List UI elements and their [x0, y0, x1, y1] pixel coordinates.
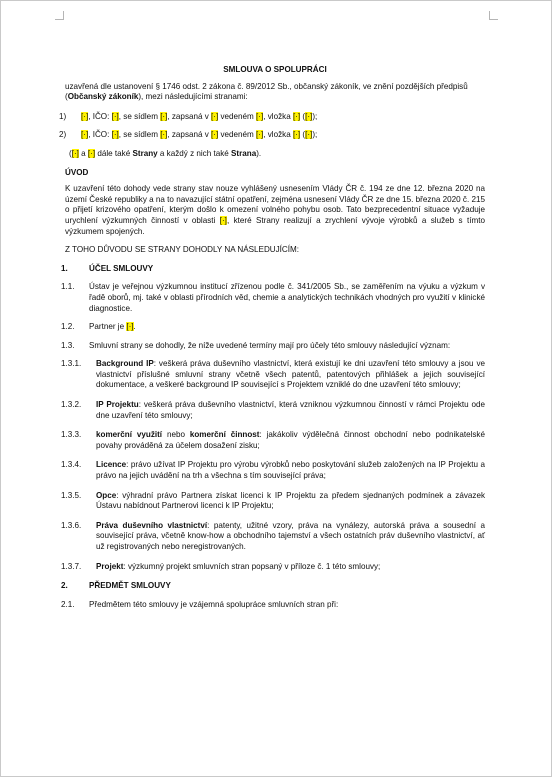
- page-corner-mark-left: [55, 11, 64, 20]
- section-1-heading: 1. ÚČEL SMLOUVY: [61, 263, 154, 273]
- party-number: 2): [59, 130, 67, 140]
- uvod-heading: ÚVOD: [65, 167, 89, 177]
- definition-background-ip: 1.3.1. Background IP: veškerá práva duševního vlastnictví, která existují ke dni uzavření této smlouvy a jsou ve vlastnictví příslušné smluvní strany včetně všech patentů, patentových přihlášek a jejich související dokumentace, a veškeré background IP související s Projektem vzniklé do dne uzavření této smlouvy;: [61, 359, 486, 390]
- party-number: 1): [59, 111, 67, 121]
- parties-note: ([·] a [·] dále také Strany a každý z nich také Strana).: [69, 148, 262, 158]
- clause-2-1: 2.1. Předmětem této smlouvy je vzájemná spolupráce smluvních stran při:: [61, 599, 339, 609]
- intro-paragraph: uzavřená dle ustanovení § 1746 odst. 2 zákona č. 89/2012 Sb., občanský zákoník, ve znění pozdějších předpisů (Občanský zákoník), mezi následujícími stranami:: [65, 81, 468, 102]
- clause-1-1: 1.1. Ústav je veřejnou výzkumnou institucí zřízenou podle č. 341/2005 Sb., se zaměřením na výuku a výzkum v řadě oborů, mj. také v oblasti přírodních věd, chemie a analytických technikách vhodných pro využití v klinické diagnostice.: [61, 282, 485, 313]
- clause-1-2: 1.2. Partner je [·].: [61, 322, 136, 332]
- document-body[interactable]: [59, 65, 486, 618]
- document-title: SMLOUVA O SPOLUPRÁCI: [223, 65, 327, 74]
- definition-komercni-vyuziti: 1.3.3. komerční využití nebo komerční činnost: jakákoliv výdělečná činnost obchodní nebo podnikatelské povahy prováděná za účelem dosažení zisku;: [61, 430, 485, 450]
- definition-licence: 1.3.4. Licence: právo užívat IP Projektu pro výrobu výrobků nebo poskytování služeb založených na IP Projektu a právo na jejich uvádění na trh a všechna s tím související práva;: [61, 460, 485, 481]
- therefore-statement: Z TOHO DŮVODU SE STRANY DOHODLY NA NÁSLEDUJÍCÍM:: [65, 245, 300, 255]
- section-2-heading: 2. PŘEDMĚT SMLOUVY: [61, 581, 171, 591]
- party-1: 1) [·], IČO: [·], se sídlem [·], zapsaná v [·] vedeném [·], vložka [·] ([·]);: [59, 111, 318, 121]
- definition-opce: 1.3.5. Opce: výhradní právo Partnera získat licenci k IP Projektu za předem sjednaných podmínek a závazek Ústavu nabídnout Partnerovi licenci k IP Projektu;: [61, 490, 485, 511]
- page-corner-mark-right: [489, 11, 498, 20]
- definition-ip-projektu: 1.3.2. IP Projektu: veškerá práva duševního vlastnictví, která vzniknou výzkumnou činností v rámci Projektu ode dne uzavření této smlouvy;: [61, 400, 485, 420]
- party-2: 2) [·], IČO: [·], se sídlem [·], zapsaná v [·] vedeném [·], vložka [·] ([·]);: [59, 130, 318, 140]
- definition-projekt: 1.3.7. Projekt: výzkumný projekt smluvních stran popsaný v příloze č. 1 této smlouvy;: [61, 561, 381, 571]
- clause-1-3: 1.3. Smluvní strany se dohodly, že níže uvedené termíny mají pro účely této smlouvy následující význam:: [61, 340, 451, 350]
- uvod-paragraph: K uzavření této dohody vede strany stav nouze vyhlášený usnesením Vlády ČR č. 194 ze dne 12. března 2020 na území České republiky a na to navazující státní opatření, zejména usnesení Vlády ČR ze dne 15. března 2020 č. 215 o přijetí krizového opatření, kterým došlo k omezení volného pohybu osob. Tato bezprecedentní situace vyžaduje urychlení výzkumných činností v oblasti [·], které Strany realizují a zrychlení vývoje výrobků a služeb s tímto výzkumem spojených.: [65, 184, 485, 236]
- definition-prava-dusevniho-vlastnictvi: 1.3.6. Práva duševního vlastnictví: patenty, užitné vzory, práva na vynálezy, autorská práva a sousední a související práva, včetně know-how a obchodního tajemství a všech ostatních práv duševního vlastnictví, ať už registrovaných nebo neregistrovaných.: [61, 520, 485, 551]
